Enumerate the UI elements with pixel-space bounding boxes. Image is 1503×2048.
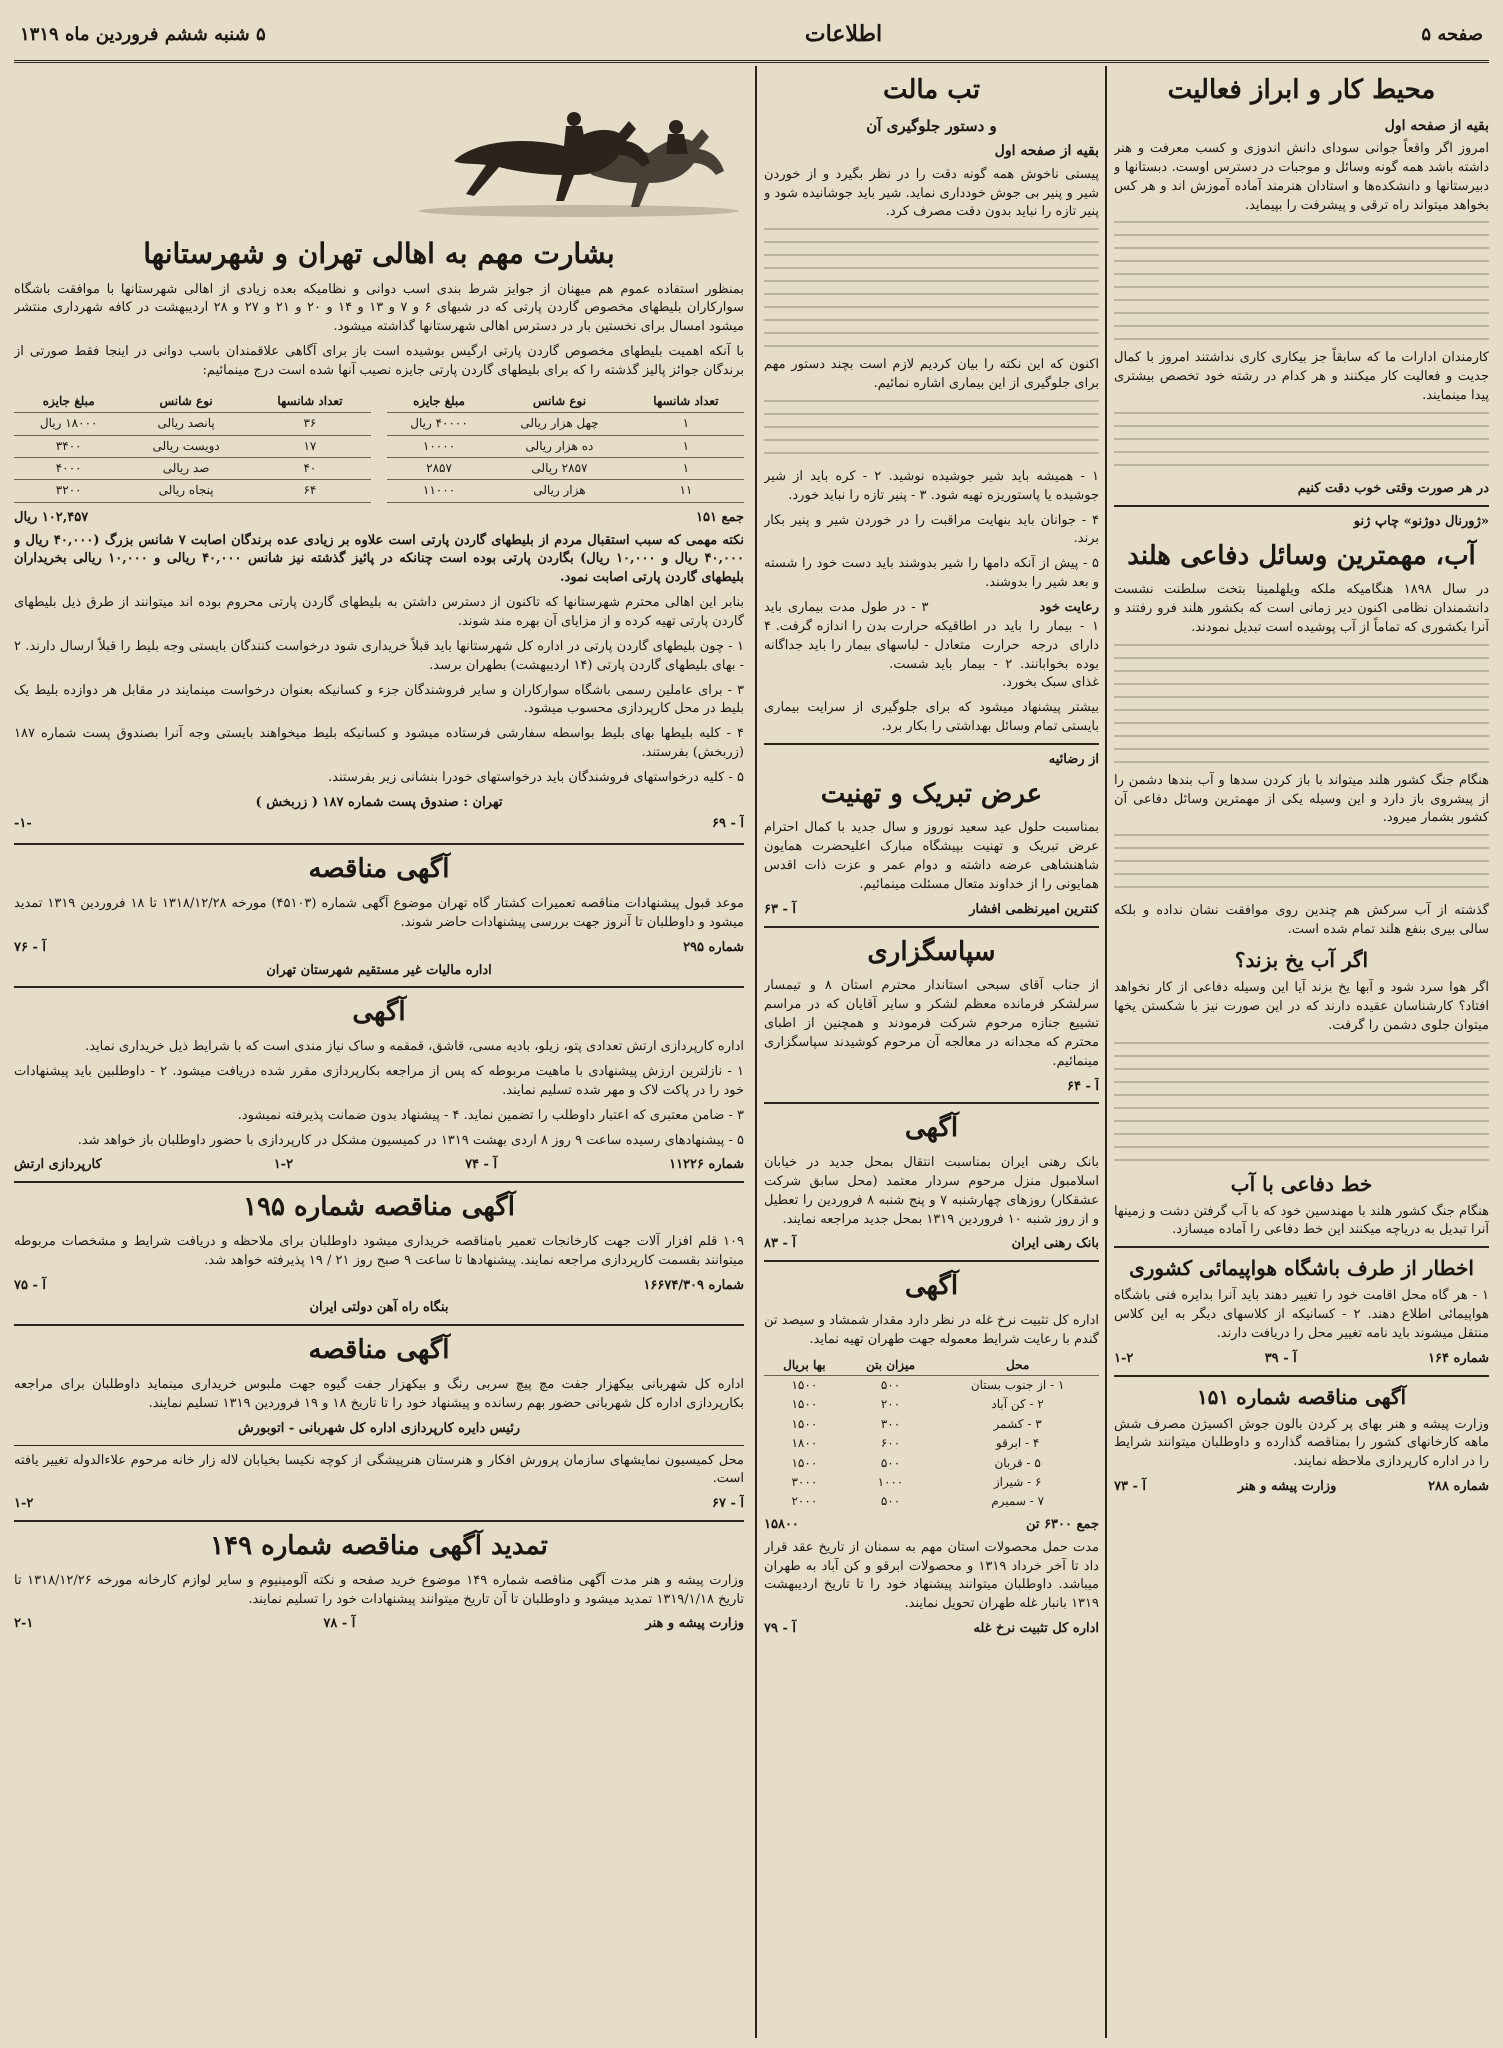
grain-row-price: ۱۸۰۰	[791, 1436, 818, 1451]
grain-row-place: ۵ - قربان	[994, 1455, 1041, 1470]
source-label: «ژورنال دوژنو» چاپ ژنو	[1353, 513, 1489, 529]
grain-row-place: ۳ - کشمر	[993, 1416, 1042, 1431]
grain-row-tons: ۵۰۰	[880, 1455, 901, 1470]
ad-signature: شماره ۱۱۲۲۶ آ - ۷۴ ۱-۲ کارپردازی ارتش	[14, 1157, 744, 1173]
ad-signature: آ - ۶۴	[1066, 1078, 1099, 1094]
tender-149-text: وزارت پیشه و هنر مدت آگهی مناقصه شماره ۱۴۹ موضوع خرید صفحه و نکته آلومینیوم و سایر لوازم کارخانه مورخه ۱۳۱۸/۱۲/۲۶ تا تاریخ ۱۳۱۹/۱/۱۸ تمدید میشود و داوطلبان تا آن تاریخ میتوانند پیشنهادات خود را تسلیم نمایند.	[14, 1572, 744, 1607]
divider	[14, 1181, 744, 1183]
prize-row	[387, 435, 744, 457]
issue-date: ۵ شنبه ششم فروردین ماه ۱۳۱۹	[20, 23, 266, 45]
lottery-address: تهران : صندوق پست شماره ۱۸۷ ( زربخش )	[255, 794, 503, 810]
horse-race-icon	[414, 71, 744, 221]
article-paragraph: گذشته از آب سرکش هم چندین روی موافقت نشان نداده و بلکه سالی بیری بنفع هلند تمام شده است.	[1114, 903, 1489, 938]
subheading-ice: اگر آب یخ بزند؟	[1234, 948, 1369, 973]
lottery-paragraph: ۳ - برای عاملین رسمی باشگاه سوارکاران و سایر فروشندگان جزء و کسانیکه بعنوان درخواست مینمایند در مقابل هر دوازده بلیط یک بلیط در محل کارپردازی محسوب میشود.	[14, 682, 744, 717]
prize-row-prize: ۲۸۵۷	[387, 457, 491, 479]
prize-row-prize: ۳۴۰۰	[14, 435, 123, 457]
prize-row	[14, 480, 371, 502]
divider	[14, 1520, 744, 1522]
divider	[764, 743, 1099, 745]
army-ad-text: ۳ - ضامن معتبری که اعتبار داوطلب را تضمین نماید. ۴ - پیشنهاد بدون ضمانت پذیرفته نمیشود.	[237, 1107, 744, 1123]
grain-row-tons: ۳۰۰	[880, 1416, 901, 1431]
grain-ad-text: مدت حمل محصولات استان مهم به سمنان از تاریخ عقد قرار داد تا آخر خرداد ۱۳۱۹ و محصولات ابرقو و کن آباد به طهران میباشد. داوطلبان میتوانند پیشنهاد خود را تا تاریخ اردیبهشت ۱۳۱۹ بانبار غله طهران تحویل نمایند.	[764, 1539, 1099, 1612]
rail-tender-text: ۱۰۹ قلم افزار آلات جهت کارخانجات تعمیر بامناقصه خریداری میشود داوطلبان برای ملاحظه و دریافت شرایط و مشخصات مربوطه میتوانند بقسمت کارپردازی مراجعه نمایند. پیشنهادها تا ساعت ۹ صبح روز ۲۱ / ۱۹ پذیرفته خواهد شد.	[14, 1233, 744, 1268]
lottery-headline: بشارت مهم به اهالی تهران و شهرستانها	[143, 237, 615, 270]
article-paragraph: اگر هوا سرد شود و آبها یخ بزند آیا این وسیله دفاعی از کار نخواهد افتاد؟ کارشناسان عقیده دارند که در این صورت نیز با شکستن یخها میتوان جلوی دشمن را گرفت.	[1114, 980, 1489, 1033]
divider	[14, 1324, 744, 1326]
text-block	[764, 400, 1099, 460]
text-block	[1114, 834, 1489, 894]
grain-row-tons: ۶۰۰	[880, 1436, 901, 1451]
grain-row-price: ۱۵۰۰	[791, 1416, 818, 1431]
article-paragraph: امروز اگر واقعاً جوانی سودای دانش اندوزی و کسب معرفت و هنر داشته باشد همه گونه وسائل و موجبات در دسترس اوست. دبستانها و دبیرستانها و دانشکده‌ها و استادان هنرمند آماده آموزش اند و هر کس بخواهد میتواند راه ترقی و پیشرفت را بپیماید.	[1114, 140, 1489, 213]
article-paragraph: در هر صورت وقتی خوب دقت کنیم	[1297, 480, 1489, 496]
two-sub-columns	[764, 599, 1099, 699]
column-rule	[755, 66, 757, 2038]
lottery-paragraph: با آنکه اهمیت بلیطهای مخصوص گاردن پارتی ارگیس بوشیده است باز برای آگاهی علاقمندان باسب دوانی در اینجا فقط صورتی از برندگان جوائز پالیز گذشته را که برای بلیطهای گاردن پارتی جایزه نصیب آنها شده است درج مینمائیم:	[14, 344, 744, 378]
bank-ad-title: آگهی	[904, 1113, 959, 1144]
grain-row	[764, 1434, 1099, 1453]
ad-signature: اداره کل تثبیت نرخ غله آ - ۷۹	[764, 1621, 1099, 1637]
prize-row-prize: ۴۰۰۰۰ ریال	[387, 413, 491, 435]
prize-row-type: ده هزار ریالی	[491, 435, 628, 457]
prize-row-prize: ۱۱۰۰۰	[387, 480, 491, 502]
divider	[764, 1260, 1099, 1262]
warning-title: اخطار از طرف باشگاه هواپیمائی کشوری	[1129, 1256, 1474, 1281]
grain-row	[764, 1415, 1099, 1434]
army-ad-text: ۱ - نازلترین ارزش پیشنهادی با ماهیت مربوطه که پس از مراجعه بکارپردازی مقرر شده دریافت میشود. ۲ - داوطلبین باید پیشنهادات خود را در پاکت لاک و مهر شده تسلیم نمایند.	[14, 1064, 744, 1098]
left-column	[14, 66, 744, 2038]
tender-text: وزارت پیشه و هنر بهای پر کردن بالون جوش اکسیژن مصرف شش ماهه کارخانهای کشور را بمناقصه گذارده و داوطلبان میتوانند شرایط را در اداره کارپردازی ملاحظه نمایند.	[1114, 1416, 1489, 1470]
horse-race-illustration	[14, 66, 744, 226]
lottery-paragraph: ۱ - چون بلیطهای گاردن پارتی در اداره کل شهرستانها باید قبلاً خریداری شود درخواست کنندگان بایستی وجه بلیط را قبلاً ارسال دارند. ۲ - بهای بلیطهای گاردن پارتی (۱۴ اردیبهشت) بطهران برسد.	[14, 638, 744, 673]
grain-row-price: ۱۵۰۰	[791, 1397, 818, 1412]
prize-row	[387, 480, 744, 502]
grain-row-place: ۷ - سمیرم	[991, 1494, 1045, 1509]
grain-row-tons: ۲۰۰	[880, 1397, 901, 1412]
ad-signature: شماره ۱۶۴ آ - ۳۹ ۱-۲	[1114, 1350, 1489, 1366]
greeting-title: عرض تبریک و تهنیت	[820, 778, 1043, 809]
grain-row	[764, 1376, 1099, 1396]
prize-row-prize: ۱۰۰۰۰	[387, 435, 491, 457]
divider	[14, 1445, 744, 1446]
prize-row-count: ۱	[628, 413, 744, 435]
grain-ad-text: اداره کل تثبیت نرخ غله در نظر دارد مقدار شمشاد و سیصد تن گندم با رعایت شرایط معموله جهت طهران تهیه نماید.	[764, 1313, 1099, 1347]
prize-row-type: دویست ریالی	[123, 435, 248, 457]
lottery-paragraph: بنابر این اهالی محترم شهرستانها که تاکنون از دسترس داشتن به بلیطهای گاردن پارتی محروم بوده اند میتوانند از طرق ذیل بلیطهای گاردن پارتی تهیه کرده و از مزایای آن بهره مند شوند.	[14, 595, 744, 629]
grain-row	[764, 1454, 1099, 1473]
prize-row-count: ۱۱	[628, 480, 744, 502]
ad-signature: بانک رهنی ایران آ - ۸۳	[764, 1236, 1099, 1252]
greeting-text: بمناسبت حلول عید سعید نوروز و سال جدید با کمال احترام عرض تبریک و تهنیت بپیشگاه مبارک اعلیحضرت همایون شاهنشاهی عرضه داشته و دوام عمر و عزت ذات اقدس همایونی را از خداوند متعال مسئلت مینمائیم.	[764, 820, 1099, 892]
grain-row-tons: ۱۰۰۰	[877, 1475, 904, 1490]
page-number: صفحه ۵	[1421, 23, 1483, 45]
article-paragraph: ۴ - جوانان باید بنهایت مراقبت را در خوردن شیر و پنیر بکار برند.	[764, 512, 1099, 547]
article-paragraph: ۳ - در طول مدت بیماری باید حرارت بدن را اندازه گرفت. ۴ - لباسهای بیمار را باید جداگانه شست.	[764, 600, 929, 672]
article-paragraph: پیستی ناخوش همه گونه دقت را در نظر بگیرد و از خوردن شیر و پنیر بی جوش خودداری نماید. شیر باید جوشانیده شود و پنیر تازه را نباید بدون دقت مصرف کرد.	[764, 166, 1099, 220]
grain-row-place: ۱ - از جنوب بستان	[970, 1378, 1065, 1393]
article-paragraph: اکنون که این نکته را بیان کردیم لازم است بچند دستور مهم برای جلوگیری از این بیماری اشاره نمائیم.	[764, 357, 1099, 392]
prize-row-type: هزار ریالی	[491, 480, 628, 502]
grain-row-price: ۳۰۰۰	[791, 1475, 818, 1490]
columns	[14, 66, 1489, 2038]
tender-ad-text: موعد قبول پیشنهادات مناقصه تعمیرات کشتار گاه تهران موضوع آگهی شماره (۴۵۱۰۳) مورخه ۱۳۱۸/۱۲/۲۸ تا ۱۸ فروردین ۱۳۱۹ تمدید میشود و داوطلبان تا آنروز جهت بررسی پیشنهادات حاضر شوند.	[14, 896, 744, 930]
prize-row-count: ۱	[628, 435, 744, 457]
rail-tender-title: آگهی مناقصه شماره ۱۹۵	[243, 1192, 515, 1223]
divider	[14, 986, 744, 988]
grain-col-place: محل	[936, 1356, 1099, 1376]
ad-signature: وزارت پیشه و هنر آ - ۷۸ ۲-۱	[14, 1616, 744, 1632]
prize-table-a: تعداد شانسها نوع شانس مبلغ جایزه ۱ چهل هزار ریالی ۴۰۰۰۰ ریال ۱ ده هزار ریالی ۱۰۰۰۰ ۱ ۲۸۵۷ ریالی ۲۸۵۷ ۱۱ هزار ریالی ۱۱۰۰۰	[387, 391, 744, 503]
ad-issuer: اداره مالیات غیر مستقیم شهرستان تهران	[266, 962, 492, 978]
grain-row-place: ۲ - کن آباد	[991, 1397, 1044, 1412]
lottery-paragraph: ۴ - کلیه بلیطها بهای بلیط بواسطه سفارشی فرستاده میشود و کسانیکه بلیط میخواهند بایستی وجه آنرا بصندوق پست شماره ۱۸۷ (زربخش) بفرستند.	[14, 726, 744, 761]
army-ad-text: اداره کارپردازی ارتش تعدادی پتو، زیلو، بادیه مسی، قاشق، قمقمه و ساک نیاز مندی است که با شرایط ذیل خریداری نماید.	[85, 1039, 744, 1055]
masthead	[14, 8, 1489, 63]
prize-row-prize: ۴۰۰۰	[14, 457, 123, 479]
article-paragraph: هنگام جنگ کشور هلند با مهندسین خود که با آب گرفتن دشت و زمینها آنرا تبدیل به دریاچه میکنند این خط دفاعی را آماده میسازد.	[1114, 1203, 1489, 1238]
text-block	[1114, 1042, 1489, 1162]
column-rule	[1105, 66, 1107, 2038]
tender-ad-title: آگهی مناقصه	[308, 854, 450, 885]
ads-area	[14, 837, 744, 1638]
prize-row-type: پانصد ریالی	[123, 413, 248, 435]
prize-row	[14, 435, 371, 457]
notice-text: محل کمیسیون نمایشهای سازمان پرورش افکار و هنرستان هنرپیشگی از کوچه نکیسا بخیابان لاله زار خانه مرحوم علاءالدوله تغییر یافته است.	[14, 1452, 744, 1487]
warning-text: ۱ - هر گاه محل اقامت خود را تغییر دهند باید آنرا بدایره فنی باشگاه هواپیمائی اطلاع دهند. ۲ - کسانیکه از کلاسهای دیگر به این کلاس منتقل میشوند باید نامه تغییر محل را دریافت دارند.	[1114, 1288, 1489, 1341]
middle-column	[764, 66, 1099, 2038]
grain-row-tons: ۵۰۰	[880, 1494, 901, 1509]
ad-signature: شماره ۲۸۸ وزارت پیشه و هنر آ - ۷۳	[1114, 1479, 1489, 1495]
article-paragraph: ۵ - پیش از آنکه دامها را شیر بدوشند باید دست خود را شسته و بعد شیر را بدوشند.	[764, 556, 1099, 591]
ad-signature: آ - ۶۷ ۱-۲	[14, 1496, 744, 1512]
army-ad-title: آگهی	[352, 997, 406, 1028]
lottery-paragraph: ۵ - کلیه درخواستهای فروشندگان باید درخواستهای خودرا بنشانی زیر بفرستند.	[328, 769, 744, 785]
divider	[1114, 1246, 1489, 1248]
article-paragraph: هنگام جنگ کشور هلند میتواند با باز کردن سدها و آب بندها دشمن را از پیشروی باز دارد و این وسیله یکی از مهمترین وسائل دفاعی آن کشور بشمار میرود.	[1114, 772, 1489, 826]
grain-row-tons: ۵۰۰	[880, 1378, 901, 1393]
police-tender-text: اداره کل شهربانی بیکهزار جفت مچ پیچ سربی رنگ و بیکهزار جفت گیوه جهت ملبوس خریداری مینماید داوطلبان برای مراجعه بکارپردازی اداره کل شهربانی حضور بهم رسانده و پیشنهاد خود را تا تاریخ ۱۸ و ۱۹ فروردین ۱۳۱۹ تسلیم نمایند.	[14, 1376, 744, 1411]
grain-row-place: ۶ - شیراز	[993, 1475, 1042, 1490]
prize-row-count: ۶۴	[249, 480, 371, 502]
subheading: رعایت خود	[1039, 600, 1099, 616]
prize-total: جمع ۱۵۱ ۱۰۲,۴۵۷ ریال	[14, 509, 744, 525]
continued-label: بقیه از صفحه اول	[1384, 117, 1489, 134]
article-title-water: آب، مهمترین وسائل دفاعی هلند	[1127, 540, 1476, 571]
prize-row	[14, 457, 371, 479]
prize-row-count: ۱	[628, 457, 744, 479]
lottery-paragraph: بمنظور استفاده عموم هم میهنان از جوایز شرط بندی اسب دوانی و نظامیکه بعده زیادی از اهالی شهرستانها با موافقت باشگاه سوارکاران بلیطهای مخصوص گاردن پارتی که در شبهای ۶ و ۷ و ۱۳ و ۱۴ و ۲۰ و ۲۱ و ۲۷ و ۲۸ اردیبهشت در کافه شهرداری منتشر میشود امسال برای نخستین بار در دسترس اهالی شهرستانها گذاشته میشود.	[14, 281, 744, 335]
thanks-title: سپاسگزاری	[867, 936, 996, 967]
prize-row	[387, 457, 744, 479]
article-paragraph: در سال ۱۸۹۸ هنگامیکه ملکه ویلهلمینا بتخت سلطنت نشست دانشمندان نظامی اکنون دیر زمانی است که بکشور هلند فرو رفتند و آنرا بکشوری که تماماً از آب پوشیده است تبدیل نمودند.	[1114, 582, 1489, 635]
prize-row-type: پنجاه ریالی	[123, 480, 248, 502]
article-paragraph: بیشتر پیشنهاد میشود که برای جلوگیری از سرایت بیماری بایستی تمام وسائل بهداشتی را بکار برد.	[764, 700, 1099, 735]
prize-row	[387, 413, 744, 435]
ad-signature: کنترین امیرنظمی افشار آ - ۶۳	[764, 901, 1099, 917]
ad-signature: شماره ۲۹۵ آ - ۷۶	[14, 939, 744, 955]
prize-tables	[14, 387, 744, 507]
prize-row-type: ۲۸۵۷ ریالی	[491, 457, 628, 479]
article-subtitle: و دستور جلوگیری آن	[866, 116, 997, 135]
ad-signature: آ - ۶۹ -۱-	[14, 815, 744, 831]
tender-149-title: تمدید آگهی مناقصه شماره ۱۴۹	[210, 1531, 548, 1562]
article-paragraph: ۱ - بیمار را باید در اطاقیکه دارای درجه حرارت متعادل بوده بخوابانند. ۲ - بیمار باید غذای سبک بخورد.	[934, 618, 1099, 691]
grain-row-price: ۱۵۰۰	[791, 1455, 818, 1470]
text-block	[1114, 644, 1489, 764]
divider	[764, 1102, 1099, 1104]
divider	[764, 926, 1099, 928]
paper-name: اطلاعات	[804, 21, 883, 47]
text-block	[764, 228, 1099, 348]
grain-row	[764, 1395, 1099, 1414]
article-paragraph: کارمندان ادارات ما که سابقاً جز بیکاری کاری نداشتند امروز با کمال جدیت و فعالیت کار میکنند و هر کدام در رشته خود تخصص بیشتری پیدا مینمایند.	[1114, 350, 1489, 404]
prize-row-prize: ۱۸۰۰۰ ریال	[14, 413, 123, 435]
grain-row-price: ۲۰۰۰	[791, 1494, 818, 1509]
prize-row-count: ۱۷	[249, 435, 371, 457]
text-block	[1114, 412, 1489, 472]
bank-ad-text: بانک رهنی ایران بمناسبت انتقال بمحل جدید در خیابان اسلامبول منزل مرحوم سردار معتمد (محل سابق شرکت عشقکار) روزهای چهارشنبه ۷ و پنج شنبه ۸ فروردین را تعطیل و از روز شنبه ۱۰ فروردین ۱۳۱۹ بمحل جدید مراجعه نمایند.	[764, 1155, 1099, 1227]
article-title-malta-fever: تب مالت	[882, 75, 981, 105]
divider	[1114, 505, 1489, 507]
prize-row-prize: ۳۲۰۰	[14, 480, 123, 502]
thanks-text: از جناب آقای سبحی استاندار محترم استان ۸ و تیمسار سرلشکر فرمانده معظم لشکر و سایر آقایان که در مراسم تشییع جنازه مرحوم شرکت فرمودند و همچنین از اطبای محترم که مجدانه در معالجه آن مرحوم کوشیدند سپاسگزاری مینمائیم.	[764, 978, 1099, 1069]
continued-label: بقیه از صفحه اول	[994, 143, 1099, 160]
text-block	[1114, 221, 1489, 341]
divider	[14, 843, 744, 845]
article-title-activity: محیط کار و ابراز فعالیت	[1167, 75, 1436, 105]
tender-151-title: آگهی مناقصه شماره ۱۵۱	[1196, 1384, 1407, 1409]
lottery-point: نکته مهمی که سبب استقبال مردم از بلیطهای گاردن پارتی است علاوه بر زیادی عده برندگان اصابت ۷ شانس بزرگ (۴۰,۰۰۰ ریال و ۴۰,۰۰۰ ریال و ۱۰,۰۰۰ ریال) بگاردن پارتی بوده است چنانکه در پائیز گذشته نیز شانس ۴۰,۰۰۰ ریالی و ۱۰,۰۰۰ ریالی بخریداران بلیطهای گاردن پارتی اصابت نمود.	[14, 532, 744, 586]
grain-total: جمع ۶۳۰۰ تن ۱۵۸۰۰	[764, 1516, 1099, 1532]
grain-col-tons: میزان بتن	[845, 1356, 936, 1376]
prize-row-type: چهل هزار ریالی	[491, 413, 628, 435]
subheading-line: خط دفاعی با آب	[1230, 1171, 1373, 1196]
grain-ad-title: آگهی	[904, 1271, 959, 1302]
prize-row-type: صد ریالی	[123, 457, 248, 479]
grain-row-price: ۱۵۰۰	[791, 1378, 818, 1393]
ad-issuer: بنگاه راه آهن دولتی ایران	[309, 1300, 449, 1316]
grain-row-place: ۴ - ابرقو	[995, 1436, 1040, 1451]
prize-row-count: ۳۶	[249, 413, 371, 435]
prize-row	[14, 413, 371, 435]
dateline: از رضائیه	[1048, 751, 1099, 767]
divider	[1114, 1375, 1489, 1377]
right-column	[1114, 66, 1489, 2038]
grain-col-price: بها بریال	[764, 1356, 845, 1376]
prize-row-count: ۴۰	[249, 457, 371, 479]
article-paragraph: ۱ - همیشه باید شیر جوشیده نوشید. ۲ - کره باید از شیر جوشیده یا پاستوریزه تهیه شود. ۳ - پنیر تازه را نباید خورد.	[764, 468, 1099, 503]
prize-table-b: تعداد شانسها نوع شانس مبلغ جایزه ۳۶ پانصد ریالی ۱۸۰۰۰ ریال ۱۷ دویست ریالی ۳۴۰۰ ۴۰ صد ریالی ۴۰۰۰ ۶۴ پنجاه ریالی ۳۲۰۰	[14, 391, 371, 503]
police-tender-title: آگهی مناقصه	[308, 1335, 450, 1366]
ad-signature: شماره ۱۶۶۷۴/۳۰۹ آ - ۷۵	[14, 1277, 744, 1293]
grain-row	[764, 1492, 1099, 1511]
army-ad-text: ۵ - پیشنهادهای رسیده ساعت ۹ روز ۸ اردی بهشت ۱۳۱۹ در کمیسیون مشکل در کارپردازی با حضور داوطلبان باز خواهد شد.	[77, 1132, 744, 1148]
ad-issuer: رئیس دایره کارپردازی اداره کل شهربانی - اتوبورش	[237, 1420, 521, 1436]
grain-row	[764, 1473, 1099, 1492]
grain-table	[764, 1356, 1099, 1512]
